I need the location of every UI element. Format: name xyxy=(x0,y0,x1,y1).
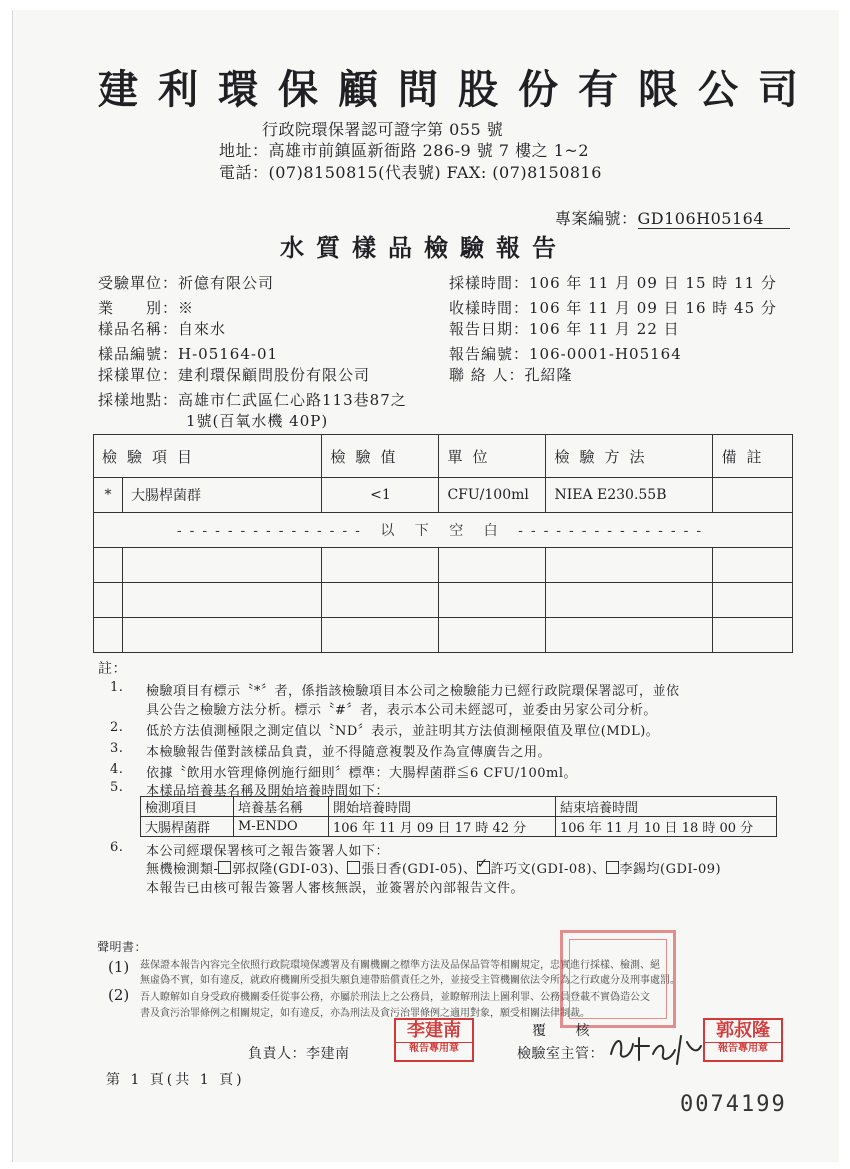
culture-header: 開始培養時間 xyxy=(329,797,556,817)
stamp-name: 郭叔隆 xyxy=(716,1020,770,1041)
note-4-line1: 依據〝飲用水管理條例施行細則〞標準：大腸桿菌群≦6 CFU/100ml。 xyxy=(146,766,578,781)
note-6-line3: 本報告已由核可報告簽署人審核無誤，並簽署於內部報告文件。 xyxy=(146,881,525,896)
row-note xyxy=(713,478,793,513)
info-sampling-time xyxy=(449,272,777,293)
row-item: 大腸桿菌群 xyxy=(123,478,322,513)
checkbox-icon xyxy=(218,861,231,874)
declaration-1-num: (1) xyxy=(108,958,130,976)
culture-row xyxy=(141,817,777,837)
note-4-num: 4. xyxy=(110,762,124,777)
note-5-line1: 本樣品培養基名稱及開始培養時間如下： xyxy=(146,784,390,799)
culture-header-row xyxy=(141,797,777,817)
signer-3: 許巧文(GDI-08) xyxy=(490,862,593,877)
culture-cell: 大腸桿菌群 xyxy=(141,817,234,837)
info-label: 採樣地點： xyxy=(98,391,179,409)
info-report-date xyxy=(449,318,680,339)
info-label: 聯 絡 人： xyxy=(449,366,525,384)
info-value: 106 年 11 月 09 日 16 時 45 分 xyxy=(529,299,777,317)
handwritten-signature xyxy=(605,1024,705,1066)
info-label: 採樣時間： xyxy=(449,274,530,292)
row-value: <1 xyxy=(322,478,439,513)
header-unit: 單位 xyxy=(439,435,546,478)
note-3-num: 3. xyxy=(110,741,124,756)
info-report-number xyxy=(449,343,682,364)
info-client xyxy=(98,272,274,293)
results-table xyxy=(93,434,793,653)
culture-header: 培養基名稱 xyxy=(234,797,329,817)
row-unit: CFU/100ml xyxy=(439,478,546,513)
info-label: 報告日期： xyxy=(449,320,530,338)
case-number xyxy=(555,206,790,229)
stamp-sub: 報告專用章 xyxy=(705,1042,781,1055)
info-label: 業 別： xyxy=(98,299,179,317)
info-label: 樣品編號： xyxy=(98,345,179,363)
company-phone: 電話：(07)8150815(代表號) FAX: (07)8150816 xyxy=(219,163,602,182)
info-label: 報告編號： xyxy=(449,345,530,363)
company-name: 建利環保顧問股份有限公司 xyxy=(98,66,818,113)
blank-text: --------------- 以 下 空 白 --------------- xyxy=(94,513,793,548)
info-value: 自來水 xyxy=(178,320,227,338)
lab-director-label: 檢驗室主管： xyxy=(517,1046,604,1062)
checkbox-icon xyxy=(347,861,360,874)
note-5-num: 5. xyxy=(110,780,124,795)
info-value: 祈億有限公司 xyxy=(178,274,275,292)
info-label: 採樣單位： xyxy=(98,366,179,384)
info-contact xyxy=(449,364,573,385)
responsible-stamp xyxy=(394,1018,474,1062)
notes-label: 註： xyxy=(98,661,127,677)
note-6-num: 6. xyxy=(110,840,124,855)
case-number-value: GD106H05164 xyxy=(638,209,791,229)
row-mark: * xyxy=(94,478,123,513)
info-label: 收樣時間： xyxy=(449,299,530,317)
signer-1: 郭叔隆(GDI-03) xyxy=(232,862,334,877)
company-address: 地址：高雄市前鎮區新衙路 286-9 號 7 樓之 1~2 xyxy=(219,141,590,160)
note-3-line1: 本檢驗報告僅對該樣品負責，並不得隨意複製及作為宣傳廣告之用。 xyxy=(146,745,552,760)
declaration-label: 聲明書： xyxy=(97,940,148,954)
info-sampling-site xyxy=(98,389,407,410)
culture-cell: 106 年 11 月 09 日 17 時 42 分 xyxy=(329,817,556,837)
declaration-2-num: (2) xyxy=(108,986,130,1004)
info-value: 建利環保顧問股份有限公司 xyxy=(178,366,371,384)
info-value: 高雄市仁武區仁心路113巷87之 xyxy=(178,391,407,409)
culture-header: 檢測項目 xyxy=(141,797,234,817)
stamp-sub: 報告專用章 xyxy=(396,1042,472,1055)
culture-cell: 106 年 11 月 10 日 18 時 00 分 xyxy=(556,817,777,837)
info-value: 106-0001-H05164 xyxy=(529,345,682,363)
note-1-line1: 檢驗項目有標示〝*〞者，係指該檢驗項目本公司之檢驗能力已經行政院環保署認可，並依 xyxy=(146,684,680,699)
director-stamp xyxy=(703,1018,783,1062)
row-method: NIEA E230.55B xyxy=(546,478,713,513)
info-receive-time xyxy=(449,297,777,318)
note-2-num: 2. xyxy=(110,720,124,735)
note-1-num: 1. xyxy=(110,680,124,695)
note-2-line1: 低於方法偵測極限之測定值以〝ND〞表示，並註明其方法偵測極限值及單位(MDL)。 xyxy=(146,724,660,739)
signer-4: 李錫均(GDI-09) xyxy=(619,862,722,877)
info-value: 106 年 11 月 22 日 xyxy=(529,320,680,338)
declaration-1-line1: 茲保證本報告內容完全依照行政院環境保護署及有關機關之標準方法及品保品管等相關規定，忠實進行採樣、檢測、絕 xyxy=(140,960,660,971)
note-1-line2: 具公告之檢驗方法分析。標示〝#〞者，表示本公司未經認可，並委由另家公司分析。 xyxy=(146,703,657,718)
info-value: 孔紹隆 xyxy=(524,366,573,384)
info-sampling-site-line2: 1號(百氧水機 40P) xyxy=(186,412,329,430)
culture-header: 結束培養時間 xyxy=(556,797,777,817)
info-sample-id xyxy=(98,343,278,364)
declaration-2-line1: 吾人瞭解如自身受政府機關委任從事公務，亦屬於刑法上之公務員，並瞭解刑法上圖利罪、公務員登載不實偽造公文 xyxy=(140,992,650,1003)
company-seal xyxy=(560,930,676,1028)
serial-number: 0074199 xyxy=(680,1092,787,1117)
declaration-1-line2: 無虛偽不實，如有違反，就政府機關所受損失願負連帶賠償責任之外，並接受主管機關依法令所為之行政處分及刑事處罰。 xyxy=(140,975,680,986)
header-value: 檢驗值 xyxy=(322,435,439,478)
header-note: 備註 xyxy=(713,435,793,478)
culture-cell: M-ENDO xyxy=(234,817,329,837)
header-method: 檢驗方法 xyxy=(546,435,713,478)
info-label: 樣品名稱： xyxy=(98,320,179,338)
checked-box-icon: ✓ xyxy=(476,856,489,872)
signers-prefix: 無機檢測類- xyxy=(146,862,219,877)
table-blank-line xyxy=(94,513,793,548)
responsible-person: 負責人：李建南 xyxy=(248,1046,350,1062)
note-6-line1: 本公司經環保署核可之報告簽署人如下： xyxy=(146,844,390,859)
table-row xyxy=(94,478,793,513)
info-value: 106 年 11 月 09 日 15 時 11 分 xyxy=(529,274,777,292)
culture-table xyxy=(140,796,777,837)
case-number-label: 專案編號： xyxy=(555,209,638,228)
info-sampling-unit xyxy=(98,364,370,385)
table-empty-row xyxy=(94,548,793,583)
info-label: 受驗單位： xyxy=(98,274,179,292)
info-sample-name xyxy=(98,318,226,339)
stamp-name: 李建南 xyxy=(407,1020,461,1041)
note-6-signers: 無機檢測類- 郭叔隆(GDI-03)、 張日香(GDI-05)、 ✓ 許巧文(GDI-08)、 李錫均(GDI-09) xyxy=(146,856,722,877)
page-number: 第 1 頁(共 1 頁) xyxy=(106,1072,245,1088)
license-number: 行政院環保署認可證字第 055 號 xyxy=(262,120,504,139)
info-industry xyxy=(98,297,194,318)
table-empty-row xyxy=(94,583,793,618)
review-label: 覆 核 xyxy=(532,1023,590,1039)
signer-2: 張日香(GDI-05) xyxy=(361,862,463,877)
report-title: 水質樣品檢驗報告 xyxy=(280,233,568,262)
info-value: ※ xyxy=(178,299,195,317)
declaration-2-line2: 書及貪污治罪條例之相關規定，如有違反，亦為刑法及貪污治罪條例之適用對象，願受相關法律制裁。 xyxy=(140,1008,590,1019)
table-header-row xyxy=(94,435,793,478)
checkbox-icon xyxy=(606,861,619,874)
info-value: H-05164-01 xyxy=(178,345,279,363)
table-empty-row xyxy=(94,618,793,653)
header-item: 檢驗項目 xyxy=(94,435,322,478)
